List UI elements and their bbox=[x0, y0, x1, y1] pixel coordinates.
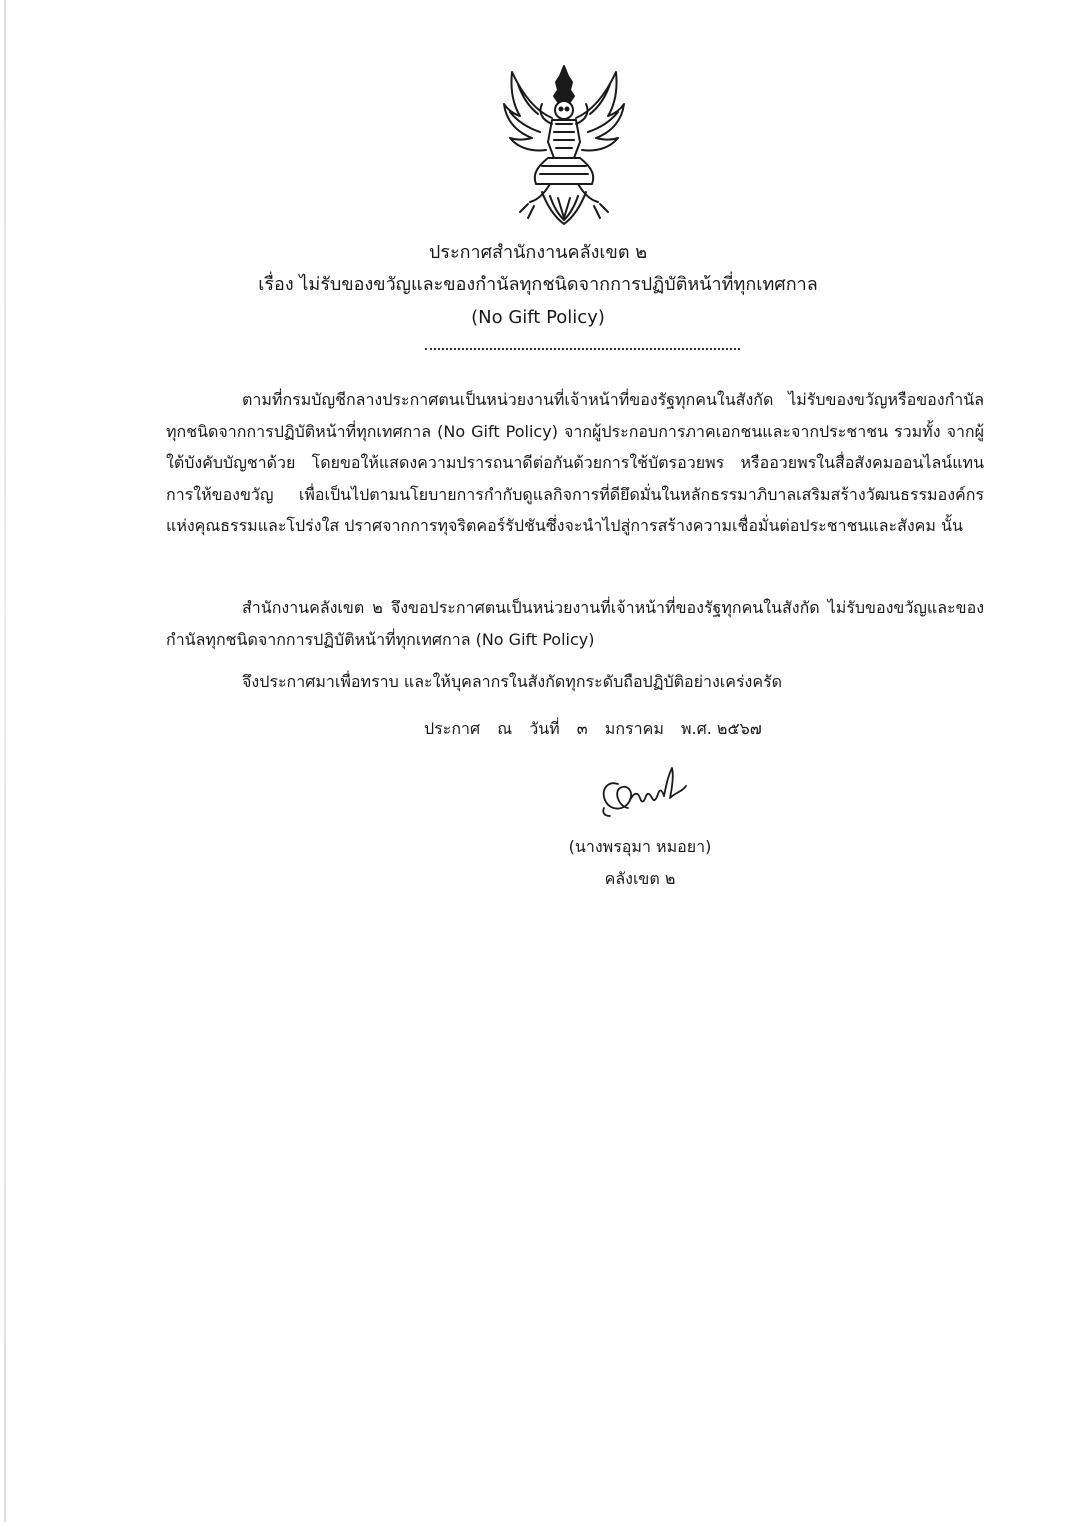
date-announce-label: ประกาศ bbox=[424, 719, 481, 738]
handwritten-signature-icon bbox=[596, 762, 692, 820]
date-at-label: ณ bbox=[497, 719, 513, 738]
body-paragraph-1: ตามที่กรมบัญชีกลางประกาศตนเป็นหน่วยงานที่เจ้าหน้าที่ของรัฐทุกคนในสังกัด ไม่รับของขวัญหรือของกำนัลทุกชนิดจากการปฏิบัติหน้าที่ทุกเทศกาล (No Gift Policy) จากผู้ประกอบการภาคเอกชนและจากประชาชน รวมทั้ง จากผู้ใต้บังคับบัญชาด้วย โดยขอให้แสดงความปรารถนาดีต่อกันด้วยการใช้บัตรอวยพร หรืออวยพรในสื่อสังคมออนไลน์แทนการให้ของขวัญ เพื่อเป็นไปตามนโยบายการกำกับดูแลกิจการที่ดียึดมั่นในหลักธรรมาภิบาลเสริมสร้างวัฒนธรรมองค์กรแห่งคุณธรรมและโปร่งใส ปราศจากการทุจริตคอร์รัปชันซึ่งจะนำไปสู่การสร้างความเชื่อมั่นต่อประชาชนและสังคม นั้น bbox=[166, 390, 984, 535]
date-month: มกราคม bbox=[604, 719, 664, 738]
garuda-emblem-icon bbox=[498, 62, 630, 228]
signer-name: (นางพรอุมา หมอยา) bbox=[568, 837, 712, 856]
announcement-subject: เรื่อง ไม่รับของขวัญและของกำนัลทุกชนิดจากการปฏิบัติหน้าที่ทุกเทศกาล bbox=[258, 274, 818, 295]
announcement-date bbox=[424, 716, 774, 742]
body-paragraph-2: สำนักงานคลังเขต ๒ จึงขอประกาศตนเป็นหน่วยงานที่เจ้าหน้าที่ของรัฐทุกคนในสังกัด ไม่รับของขวัญและของกำนัลทุกชนิดจากการปฏิบัติหน้าที่ทุกเทศกาล (No Gift Policy) bbox=[166, 598, 984, 649]
date-day: ๓ bbox=[576, 719, 588, 738]
policy-name: (No Gift Policy) bbox=[471, 307, 605, 328]
body-paragraph-3: จึงประกาศมาเพื่อทราบ และให้บุคลากรในสังกัดทุกระดับถือปฏิบัติอย่างเคร่งครัด bbox=[242, 672, 783, 691]
date-day-label: วันที่ bbox=[529, 719, 560, 738]
announcement-title: ประกาศสำนักงานคลังเขต ๒ bbox=[428, 242, 648, 263]
dotted-divider bbox=[425, 348, 740, 352]
signer-position: คลังเขต ๒ bbox=[604, 869, 676, 888]
scan-edge bbox=[4, 0, 6, 1522]
date-year: พ.ศ. ๒๕๖๗ bbox=[680, 719, 762, 738]
